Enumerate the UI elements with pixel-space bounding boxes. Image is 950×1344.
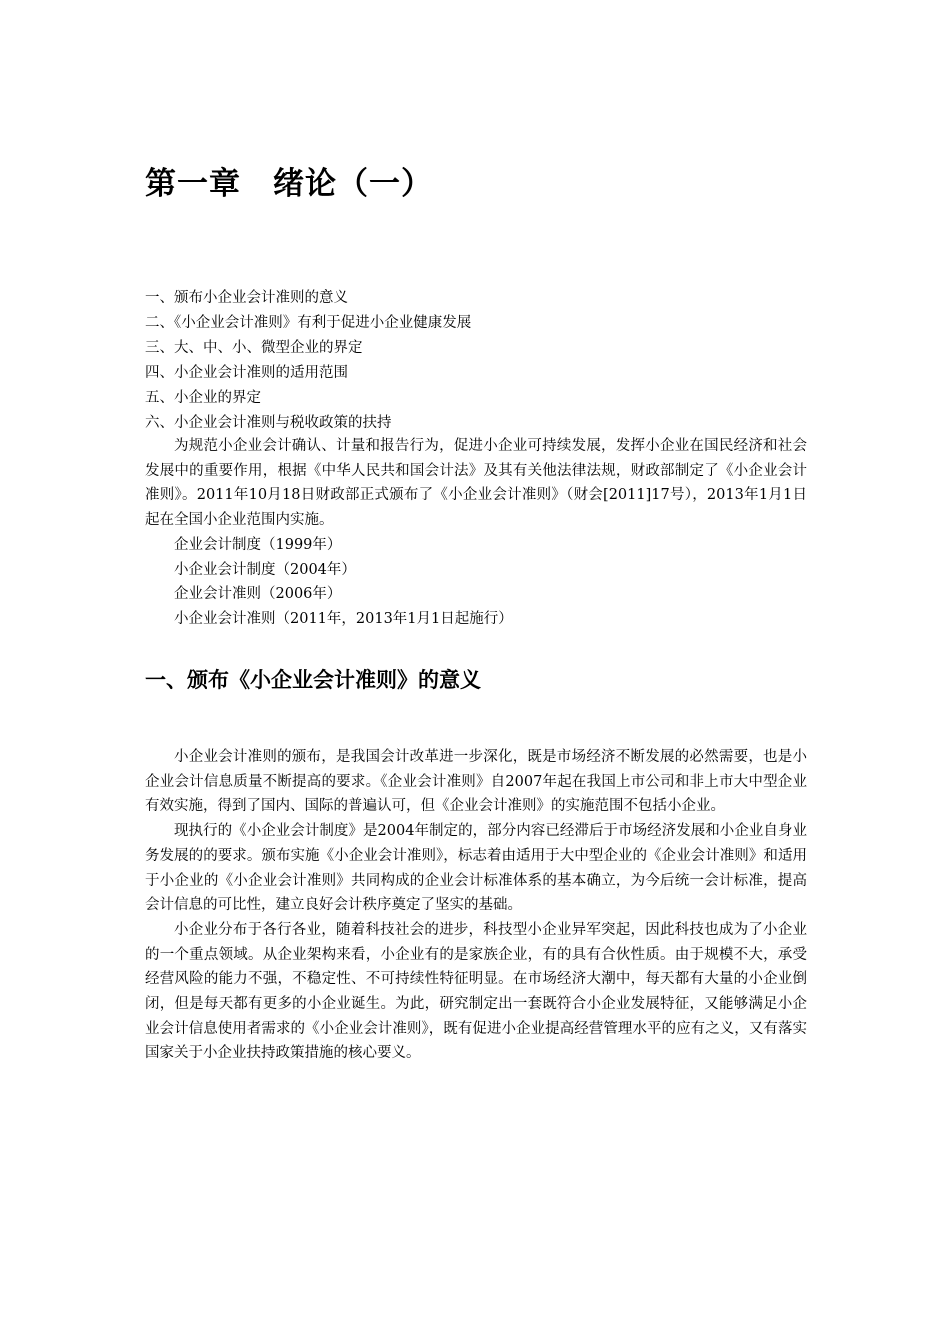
history-item: 小企业会计准则（2011年，2013年1月1日起施行）: [174, 611, 513, 628]
chapter-title: 第一章 绪论（一）: [145, 166, 433, 202]
history-item: 小企业会计制度（2004年）: [174, 561, 356, 578]
history-item: 企业会计制度（1999年）: [174, 537, 342, 553]
toc-item: 三、大、中、小、微型企业的界定: [145, 340, 363, 356]
intro-paragraph: 为规范小企业会计确认、计量和报告行为，促进小企业可持续发展，发挥小企业在国民经济和社会发展中的重要作用，根据《中华人民共和国会计法》及其有关他法律法规，财政部制定了《小企业会计准则》。2011年10月18日财政部正式颁布了《小企业会计准则》（财会[2011]17号），2013年1月1日起在全国小企业范围内实施。: [145, 438, 807, 529]
body-paragraph: 现执行的《小企业会计制度》是2004年制定的，部分内容已经滞后于市场经济发展和小企业自身业务发展的的要求。颁布实施《小企业会计准则》，标志着由适用于大中型企业的《企业会计准则》和适用于小企业的《小企业会计准则》共同构成的企业会计标准体系的基本确立，为今后统一会计标准，提高会计信息的可比性，建立良好会计秩序奠定了坚实的基础。: [145, 823, 807, 914]
history-item: 企业会计准则（2006年）: [174, 586, 342, 603]
intro-block: [145, 434, 807, 533]
section-heading: 一、颁布《小企业会计准则》的意义: [145, 668, 481, 692]
body-paragraph: 小企业会计准则的颁布，是我国会计改革进一步深化，既是市场经济不断发展的必然需要，也是小企业会计信息质量不断提高的要求。《企业会计准则》自2007年起在我国上市公司和非上市大中型企业有效实施，得到了国内、国际的普遍认可，但《企业会计准则》的实施范围不包括小企业。: [145, 749, 807, 815]
section-body: [145, 745, 807, 1066]
toc-item: 一、颁布小企业会计准则的意义: [145, 290, 348, 306]
toc-item: 四、小企业会计准则的适用范围: [145, 365, 348, 381]
body-paragraph: 小企业分布于各行各业，随着科技社会的进步，科技型小企业异军突起，因此科技也成为了小企业的一个重点领域。从企业架构来看，小企业有的是家族企业，有的具有合伙性质。由于规模不大，承受经营风险的能力不强，不稳定性、不可持续性特征明显。在市场经济大潮中，每天都有大量的小企业倒闭，但是每天都有更多的小企业诞生。为此，研究制定出一套既符合小企业发展特征，又能够满足小企业会计信息使用者需求的《小企业会计准则》，既有促进小企业提高经营管理水平的应有之义，又有落实国家关于小企业扶持政策措施的核心要义。: [145, 921, 807, 1062]
toc-item: 六、小企业会计准则与税收政策的扶持: [145, 415, 392, 431]
toc-item: 二、《小企业会计准则》有利于促进小企业健康发展: [145, 315, 472, 331]
standards-history-list: [145, 533, 807, 632]
table-of-contents: [145, 286, 810, 436]
toc-item: 五、小企业的界定: [145, 390, 261, 406]
